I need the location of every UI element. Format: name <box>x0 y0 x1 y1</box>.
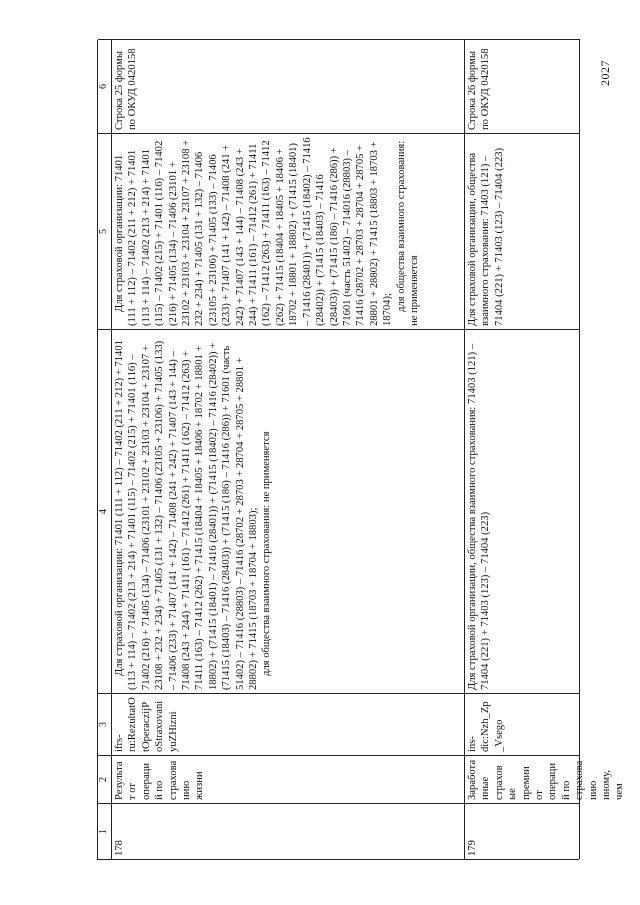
header-col-6: 6 <box>98 39 112 133</box>
row-178-source: Строка 25 формы по ОКУД 0420158 <box>112 39 465 133</box>
row-178-number: 178 <box>112 803 465 859</box>
row-179-code: ins-dic:Nzh_Zp_Vsego <box>465 693 580 755</box>
row-178-formula-col5 <box>112 133 465 329</box>
row-178-name: Результат от операций по страхованию жизни <box>112 755 465 803</box>
row-178-col4-text: Для страховой организации: 71401 (111 + 112) – 71402 (211 + 212) + 71401 (113 + 114) – 71402 (213 + 214) + 71401 (115) – 71402 (215) + 71401 (116) – 71402 (216) + 71405 (134) – 71406 (23101 + 23102 + 23103 + 23104 + 23107 + 23108 + 232 + 234) + 71405 (131 + 132) – 71406 (23105 + 23106) + 71405 (133) – 71406 (233) + 71407 (141 + 142) – 71408 (241 + 242) + 71407 (143 + 144) – 71408 (243 + 244) + 71411 (161) – 71412 (261) + 71411 (162) – 71412 (263) + 71411 (163) – 71412 (262) + 71415 (18404 + 18405 + 18406 + 18702 + 18801 + 18802) + (71415 (18401) – 71416 (28401)) + (71415 (18402) – 71416 (28402)) + (71415 (18403) – 71416 (28403)) + (71415 (186) – 71416 (286)) + 71601 (часть 51402) – 71416 (28803) – 71416 (28702 + 28703 + 28704 + 28705 + 28801 + 28802) + 71415 (18703 + 18704 + 18803); <box>114 340 260 690</box>
header-col-1: 1 <box>98 803 112 859</box>
header-col-4: 4 <box>98 329 112 693</box>
page-number: 2027 <box>598 60 612 86</box>
header-col-2: 2 <box>98 755 112 803</box>
row-178-col5-text: Для страховой организации: 71401 (111 + 112) – 71402 (211 + 212) + 71401 (113 + 114) – 71402 (213 + 214) + 71401 (115) – 71402 (215) + 71401 (116) – 71402 (216) + 71405 (134) – 71406 (23101 + 23102 + 23103 + 23104 + 23107 + 23108 + 232 + 234) + 71405 (131 + 132) – 71406 (23105 + 23106) + 71405 (133) – 71406 (233) + 71407 (141 + 142) – 71408 (241 + 242) + 71407 (143 + 144) – 71408 (243 + 244) + 71411 (161) – 71412 (261) + 71411 (162) – 71412 (263) + 71411 (163) – 71412 (262) + 71415 (18404 + 18405 + 18406 + 18702 + 18801 + 18802) + (71415 (18401) – 71416 (28401)) + (71415 (18402) – 71416 (28402)) + (71415 (18403) – 71416 (28403)) + (71415 (186) – 71416 (286)) + 71601 (часть 51402) – 714016 (28803) – 71416 (28702 + 28703 + 28704 + 28705 + 28801 + 28802) + 71415 (18803 + 18703 + 18704); <box>114 137 394 326</box>
row-178-formula-col4 <box>112 329 465 693</box>
header-col-3: 3 <box>98 693 112 755</box>
row-179-formula-col5: Для страховой организации, общества взаимного страхования: 71403 (121) – 71404 (221) + 71403 (123) – 71404 (223) <box>465 133 580 329</box>
row-179-source: Строка 26 формы по ОКУД 0420158 <box>465 39 580 133</box>
header-col-5: 5 <box>98 133 112 329</box>
row-179-formula-col4: Для страховой организации, общества взаимного страхования: 71403 (121) – 71404 (221) + 71403 (123) – 71404 (223) <box>465 329 580 693</box>
row-178-col5-note: для общества взаимного страхования: не применяется <box>395 140 420 326</box>
row-179-number: 179 <box>465 803 580 859</box>
row-178-col4-note: для общества взаимного страхования: не применяется <box>261 431 273 676</box>
row-179-name: Заработанные страховые премии от операций по страхованию иному, чем <box>465 755 580 803</box>
row-178-code: ifrs-ru:RezultatOtOperaczijPoStraxovaniyuZHizni <box>112 693 465 755</box>
